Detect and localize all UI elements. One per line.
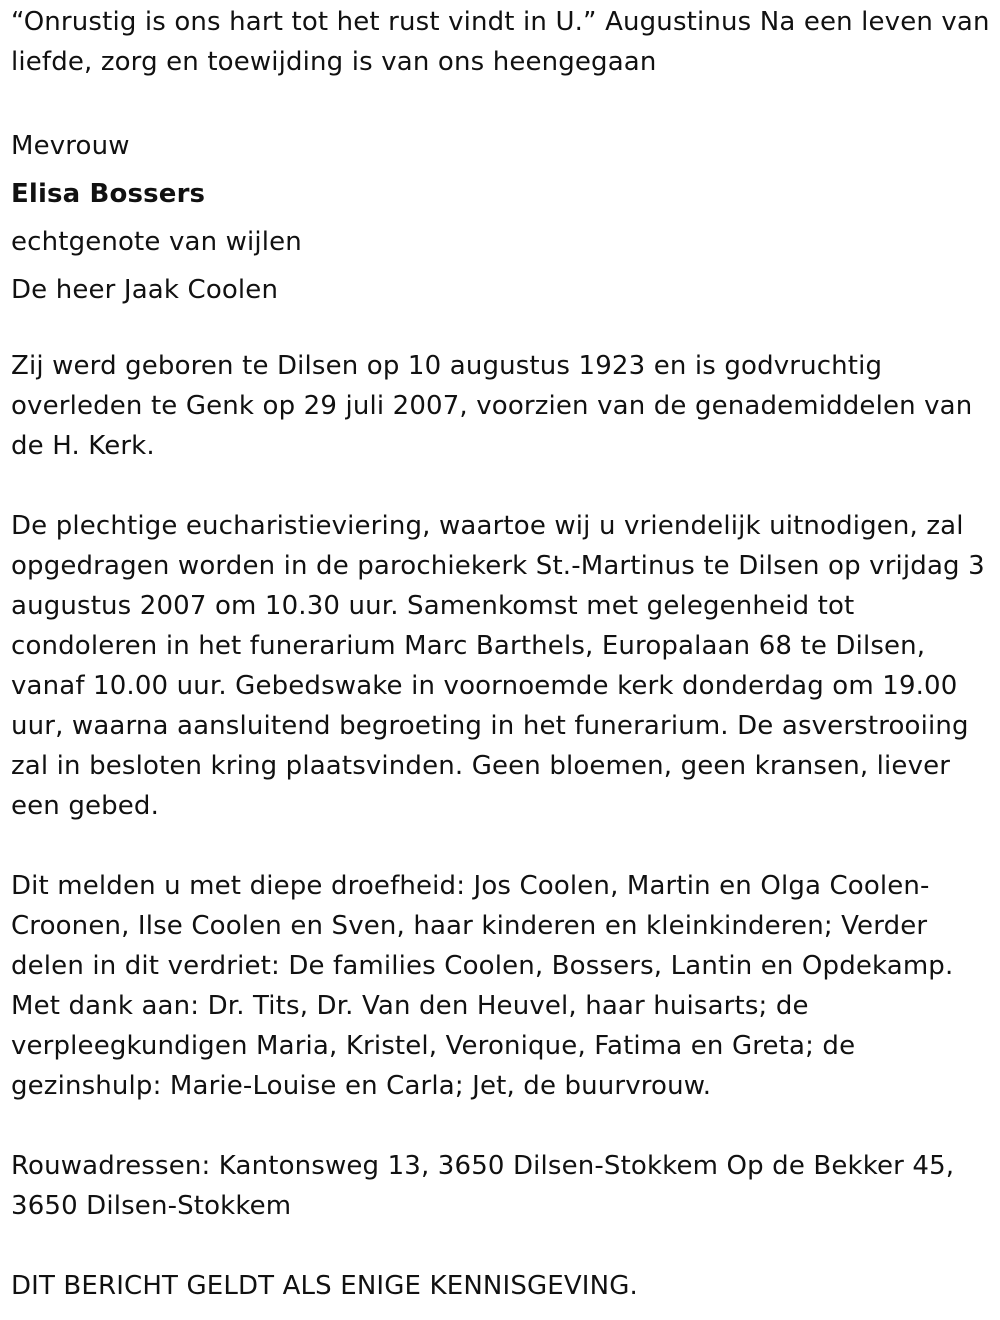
relation-text: echtgenote van wijlen	[11, 227, 302, 257]
spouse-name: De heer Jaak Coolen	[11, 275, 279, 305]
ceremony-paragraph: De plechtige eucharistieviering, waartoe wij u vriendelijk uitnodigen, zal opgedragen worden in de parochiekerk St.-Martinus te Dilsen op vrijdag 3 augustus 2007 om 10.30 uur. Samenkomst met gelegenheid tot condoleren in het funerarium Marc Barthels, Europalaan 68 te Dilsen, vanaf 10.00 uur. Gebedswake in voornoemde kerk donderdag om 19.00 uur, waarna aansluitend begroeting in het funerarium. De asverstrooiing zal in besloten kring plaatsvinden. Geen bloemen, geen kransen, liever een gebed.	[11, 511, 985, 821]
addresses-paragraph: Rouwadressen: Kantonsweg 13, 3650 Dilsen-Stokkem Op de Bekker 45, 3650 Dilsen-Stokkem	[11, 1151, 955, 1221]
birth-death-paragraph: Zij werd geboren te Dilsen op 10 augustus 1923 en is godvruchtig overleden te Genk op 29 juli 2007, voorzien van de genademiddelen van de H. Kerk.	[11, 351, 973, 461]
closing-statement: DIT BERICHT GELDT ALS ENIGE KENNISGEVING.	[11, 1271, 638, 1301]
family-paragraph: Dit melden u met diepe droefheid: Jos Coolen, Martin en Olga Coolen-Croonen, Ilse Coolen en Sven, haar kinderen en kleinkinderen; Verder delen in dit verdriet: De families Coolen, Bossers, Lantin en Opdekamp. Met dank aan: Dr. Tits, Dr. Van den Heuvel, haar huisarts; de verpleegkundigen Maria, Kristel, Veronique, Fatima en Greta; de gezinshulp: Marie-Louise en Carla; Jet, de buurvrouw.	[11, 871, 954, 1101]
deceased-block	[11, 122, 990, 314]
salutation: Mevrouw	[11, 131, 130, 161]
intro-paragraph: “Onrustig is ons hart tot het rust vindt in U.” Augustinus Na een leven van liefde, zorg en toewijding is van ons heengegaan	[11, 7, 990, 77]
deceased-name: Elisa Bossers	[11, 179, 206, 209]
